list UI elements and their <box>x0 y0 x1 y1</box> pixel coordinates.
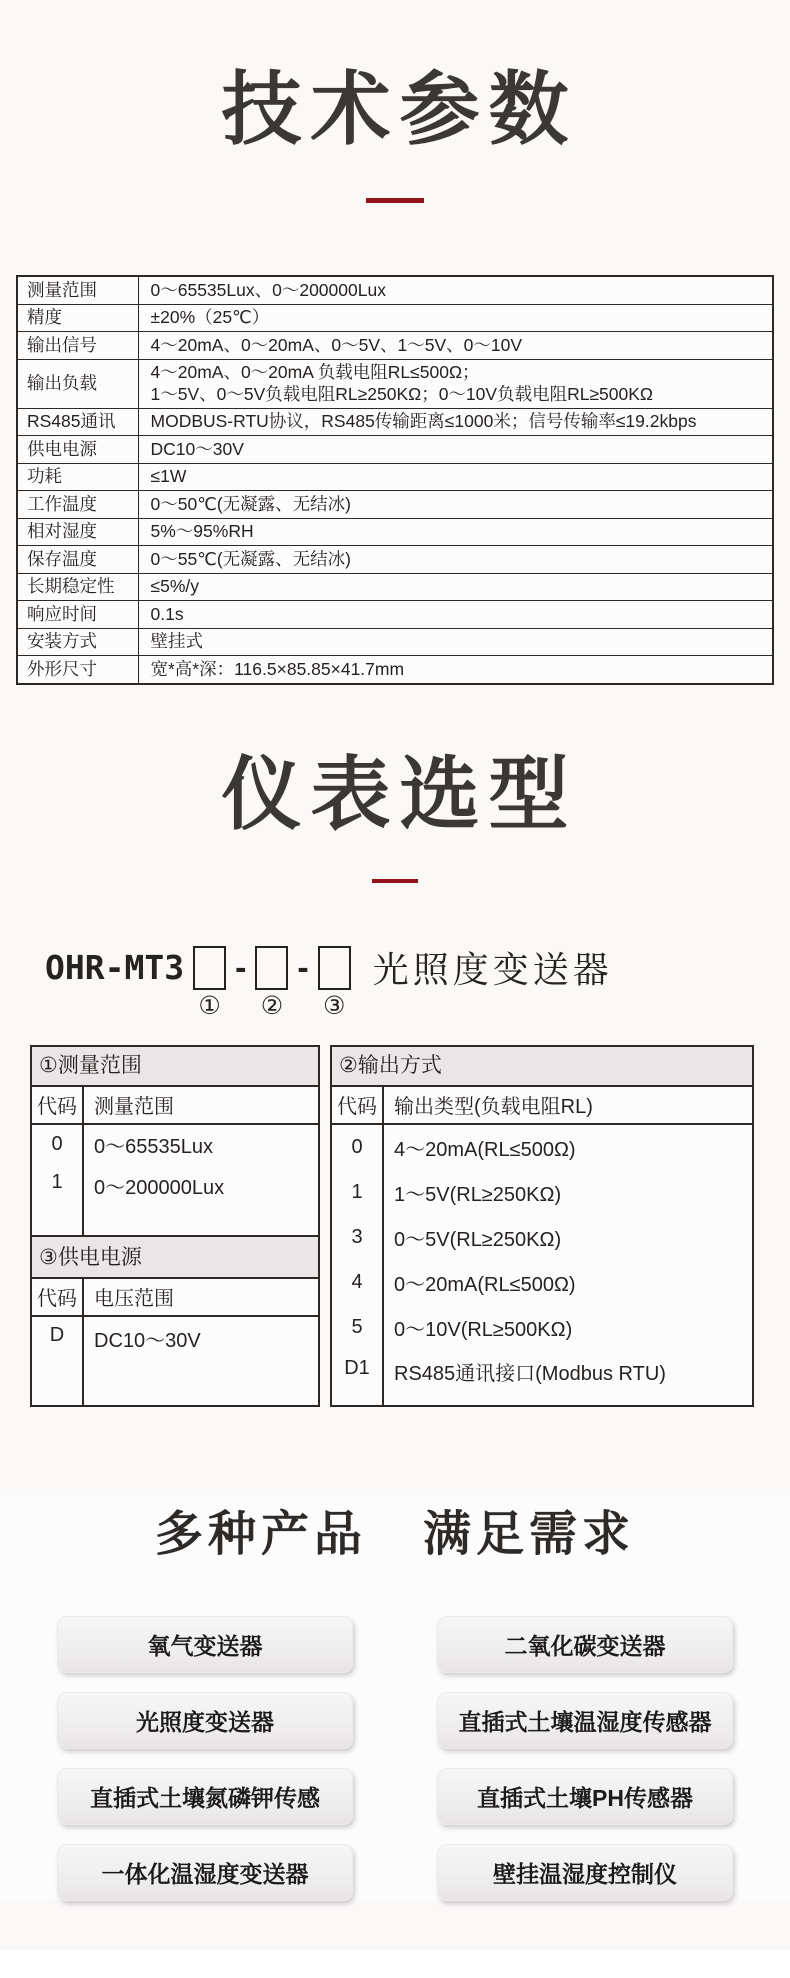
spec-row <box>17 601 773 629</box>
spec-label: 相对湿度 <box>17 518 138 546</box>
product-button-soil-ph-sensor[interactable]: 直插式土壤PH传感器 <box>437 1768 733 1825</box>
model-marks-row <box>45 991 790 1031</box>
spec-table <box>16 275 774 685</box>
products-title-right: 满足需求 <box>423 1507 636 1561</box>
power-table-colheads <box>32 1279 318 1317</box>
circled-3-mark: ③ <box>323 991 346 1020</box>
range-row <box>32 1125 318 1165</box>
spec-row <box>17 491 773 519</box>
products-grid <box>57 1616 733 1901</box>
output-table-header: ②输出方式 <box>332 1047 752 1087</box>
value-cell: 1～5V(RL≥250KΩ) <box>394 1183 562 1206</box>
spec-label: 测量范围 <box>17 276 138 304</box>
spec-label: 保存温度 <box>17 546 138 574</box>
code-colhead: 代码 <box>32 1087 84 1123</box>
code-colhead: 代码 <box>332 1087 384 1123</box>
spec-value-line1: 4～20mA、0～20mA 负载电阻RL≤500Ω； <box>150 362 480 382</box>
output-row <box>332 1170 752 1215</box>
code-cell: D <box>32 1317 84 1405</box>
code-cell: 5 <box>332 1305 384 1350</box>
circled-1-mark: ① <box>198 991 221 1020</box>
code-cell: D1 <box>332 1350 384 1405</box>
spec-label: 长期稳定性 <box>17 573 138 601</box>
product-button-soil-temp-humidity-sensor[interactable]: 直插式土壤温湿度传感器 <box>437 1692 733 1749</box>
spec-row <box>17 573 773 601</box>
value-cell: 0～65535Lux <box>94 1136 213 1158</box>
product-button-wall-mounted-temp-humidity-controller[interactable]: 壁挂温湿度控制仪 <box>437 1844 733 1901</box>
model-code-box-1 <box>193 946 226 990</box>
spec-row <box>17 276 773 304</box>
code-cell: 1 <box>32 1165 84 1235</box>
spec-value: ≤1W <box>138 463 773 491</box>
product-button-oxygen-transmitter[interactable]: 氧气变送器 <box>57 1616 353 1673</box>
output-row <box>332 1125 752 1170</box>
power-table-header: ③供电电源 <box>32 1235 318 1279</box>
model-code-line <box>45 945 790 991</box>
code-cell: 0 <box>32 1125 84 1165</box>
spec-label: 外形尺寸 <box>17 656 138 684</box>
spec-row <box>17 628 773 656</box>
spec-label: 安装方式 <box>17 628 138 656</box>
output-type-colhead: 输出类型(负载电阻RL) <box>394 1096 593 1118</box>
code-cell: 3 <box>332 1215 384 1260</box>
products-section <box>0 1495 790 1901</box>
spec-value: 壁挂式 <box>138 628 773 656</box>
spec-row <box>17 408 773 436</box>
circled-2-mark: ② <box>260 991 284 1020</box>
output-row <box>332 1350 752 1405</box>
spec-row <box>17 656 773 684</box>
output-row <box>332 1215 752 1260</box>
value-cell: 0～20mA(RL≤500Ω) <box>394 1273 576 1296</box>
spec-label: 输出信号 <box>17 332 138 360</box>
products-title-left: 多种产品 <box>154 1507 367 1561</box>
dash-separator: - <box>235 948 247 987</box>
model-product-name: 光照度变送器 <box>372 949 613 990</box>
spec-row <box>17 518 773 546</box>
spec-label: 功耗 <box>17 463 138 491</box>
range-and-power-table <box>30 1045 320 1407</box>
output-table <box>330 1045 754 1407</box>
product-button-integrated-temp-humidity-transmitter[interactable]: 一体化温湿度变送器 <box>57 1844 353 1901</box>
output-row <box>332 1260 752 1305</box>
value-cell: 0～200000Lux <box>94 1176 225 1199</box>
dash-separator: - <box>297 948 309 987</box>
spec-label: RS485通讯 <box>17 408 138 436</box>
tech-section-title: 技术参数 <box>221 65 578 154</box>
model-code-box-3 <box>318 946 351 990</box>
spec-value: 0～55℃(无凝露、无结冰) <box>138 546 773 574</box>
spec-row <box>17 436 773 464</box>
spec-row <box>17 463 773 491</box>
output-table-colheads <box>332 1087 752 1125</box>
code-cell: 1 <box>332 1170 384 1215</box>
range-table-header: ①测量范围 <box>32 1047 318 1087</box>
selection-section-title: 仪表选型 <box>221 749 578 839</box>
range-table-colheads <box>32 1087 318 1125</box>
range-row <box>32 1165 318 1235</box>
spec-value: DC10～30V <box>138 436 773 464</box>
spec-row <box>17 304 773 332</box>
spec-value: 5%～95%RH <box>138 518 773 546</box>
spec-row <box>17 546 773 574</box>
spec-value: 0～65535Lux、0～200000Lux <box>138 276 773 304</box>
power-row <box>32 1317 318 1405</box>
value-cell: 4～20mA(RL≤500Ω) <box>394 1138 576 1161</box>
spec-label: 工作温度 <box>17 491 138 519</box>
spec-value: 0～50℃(无凝露、无结冰) <box>138 491 773 519</box>
spec-value: 宽*高*深：116.5×85.85×41.7mm <box>138 656 773 684</box>
spec-label: 精度 <box>17 304 138 332</box>
range-colhead: 测量范围 <box>94 1096 174 1118</box>
product-button-illuminance-transmitter[interactable]: 光照度变送器 <box>57 1692 353 1749</box>
output-row <box>332 1305 752 1350</box>
spec-row <box>17 359 773 408</box>
selection-title-underline <box>372 879 418 883</box>
spec-value <box>138 359 773 408</box>
spec-label: 供电电源 <box>17 436 138 464</box>
code-cell: 0 <box>332 1125 384 1170</box>
products-title <box>0 1495 790 1564</box>
value-cell: 0～5V(RL≥250KΩ) <box>394 1228 562 1251</box>
product-button-soil-npk-sensor[interactable]: 直插式土壤氮磷钾传感 <box>57 1768 353 1825</box>
spec-row <box>17 332 773 360</box>
selection-tables <box>30 1045 790 1407</box>
bottom-white-strip <box>0 1950 790 1978</box>
spec-value: 4～20mA、0～20mA、0～5V、1～5V、0～10V <box>138 332 773 360</box>
spec-value: MODBUS-RTU协议，RS485传输距离≤1000米；信号传输率≤19.2kbps <box>138 408 773 436</box>
value-cell: RS485通讯接口(Modbus RTU) <box>394 1362 666 1385</box>
code-cell: 4 <box>332 1260 384 1305</box>
product-button-co2-transmitter[interactable]: 二氧化碳变送器 <box>437 1616 733 1673</box>
spec-value: 0.1s <box>138 601 773 629</box>
tech-title-underline <box>366 198 424 203</box>
value-cell: DC10～30V <box>94 1329 201 1352</box>
value-cell: 0～10V(RL≥500KΩ) <box>394 1318 573 1341</box>
model-code-box-2 <box>255 946 288 990</box>
code-colhead: 代码 <box>32 1279 84 1315</box>
spec-label: 输出负载 <box>17 359 138 408</box>
spec-value-line2: 1～5V、0～5V负载电阻RL≥250KΩ；0～10V负载电阻RL≥500KΩ <box>150 383 654 404</box>
spec-label: 响应时间 <box>17 601 138 629</box>
spec-value: ≤5%/y <box>138 573 773 601</box>
voltage-colhead: 电压范围 <box>94 1288 174 1310</box>
model-prefix: OHR-MT3 <box>45 948 185 987</box>
spec-value: ±20%（25℃） <box>138 304 773 332</box>
